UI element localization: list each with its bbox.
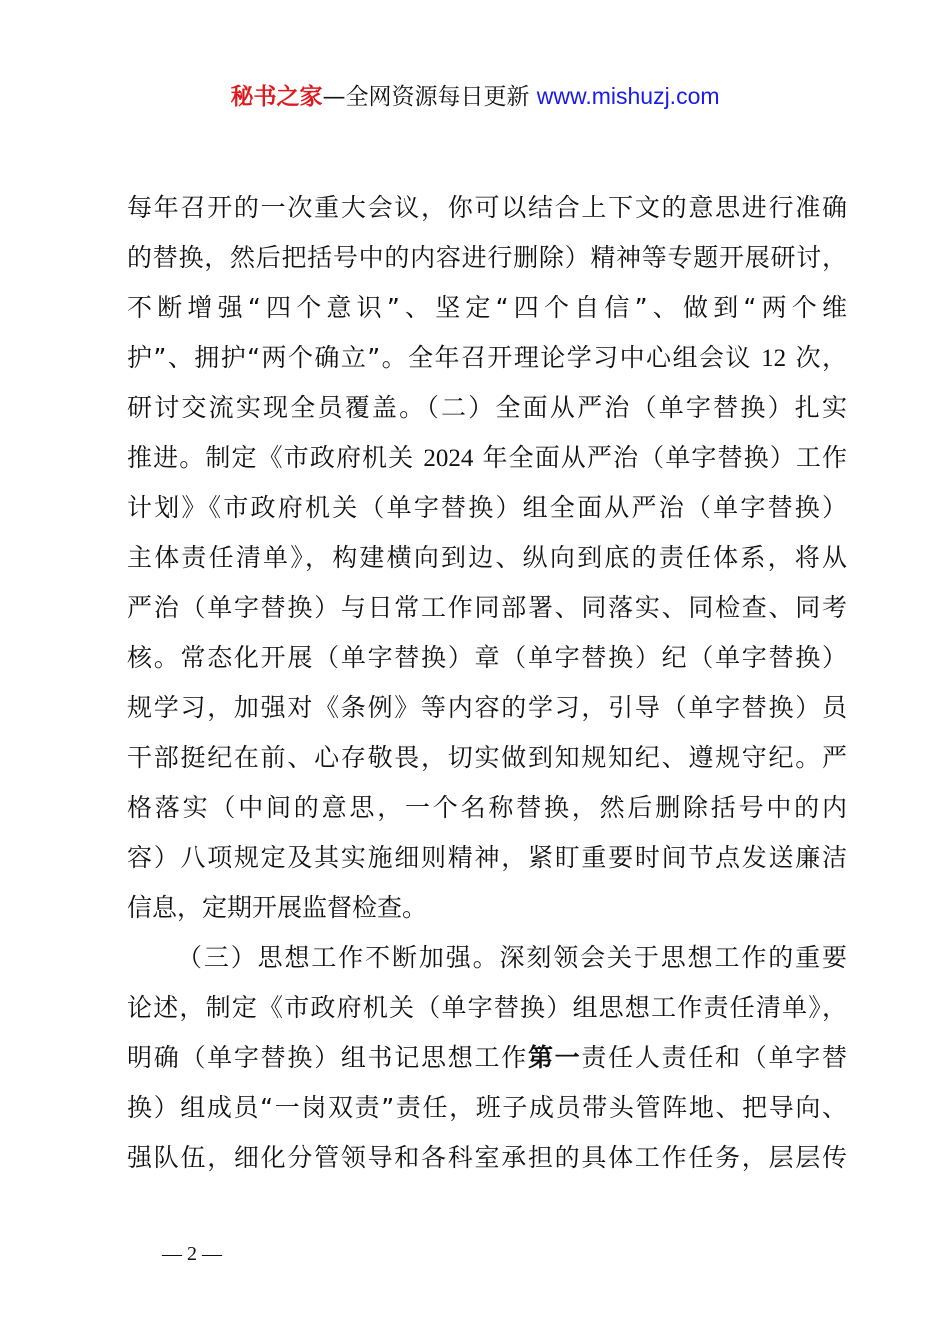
body-line: 不断增强“四个意识”、坚定“四个自信”、做到“两个维 (127, 293, 847, 322)
meeting-count: 12 (761, 345, 787, 372)
body-line (127, 333, 847, 383)
year-number: 2024 (423, 445, 474, 472)
body-line: 核。常态化开展（单字替换）章（单字替换）纪（单字替换） (127, 643, 847, 672)
body-line: 换）组成员“一岗双责”责任，班子成员带头管阵地、把导向、 (127, 1093, 847, 1122)
page-number: — 2 — (162, 1243, 222, 1265)
body-line (127, 433, 847, 483)
body-line: 计划》《市政府机关（单字替换）组全面从严治（单字替换） (127, 493, 847, 522)
body-line: 规学习，加强对《条例》等内容的学习，引导（单字替换）员 (127, 693, 847, 722)
body-line: 格落实（中间的意思，一个名称替换，然后删除括号中的内 (127, 793, 847, 822)
body-text-run: 责任人责任和（单字替 (581, 1043, 847, 1072)
body-line: 严治（单字替换）与日常工作同部署、同落实、同检查、同考 (127, 593, 847, 622)
body-text-run: 年全面从严治（单字替换）工作 (482, 443, 847, 472)
section-heading-line: （三）思想工作不断加强。深刻领会关于思想工作的重要 (177, 943, 847, 972)
body-text-run: 推进。制定《市政府机关 (127, 443, 415, 472)
body-line: 容）八项规定及其实施细则精神，紧盯重要时间节点发送廉洁 (127, 843, 847, 872)
body-text-run: 次， (795, 343, 847, 372)
body-line: 每年召开的一次重大会议，你可以结合上下文的意思进行准确 (127, 193, 847, 222)
body-line: 论述，制定《市政府机关（单字替换）组思想工作责任清单》， (127, 993, 847, 1022)
body-line: 强队伍，细化分管领导和各科室承担的具体工作任务，层层传 (127, 1143, 847, 1172)
body-line: 干部挺纪在前、心存敬畏，切实做到知规知纪、遵规守纪。严 (127, 743, 847, 772)
body-line (127, 1033, 847, 1083)
site-header (0, 80, 950, 113)
body-text-run: 护”、拥护“两个确立”。全年召开理论学习中心组会议 (127, 343, 752, 372)
body-line: 研讨交流实现全员覆盖。（二）全面从严治（单字替换）扎实 (127, 393, 847, 422)
body-line: 主体责任清单》，构建横向到边、纵向到底的责任体系，将从 (127, 543, 847, 572)
body-text-run: 明确（单字替换）组书记思想工作 (127, 1043, 528, 1072)
brand-name: 秘书之家 (230, 84, 323, 110)
body-line: 信息，定期开展监督检查。 (127, 893, 428, 922)
emphasis-text: 第一 (527, 1043, 582, 1072)
body-line: 的替换，然后把括号中的内容进行删除）精神等专题开展研讨， (127, 243, 847, 272)
header-tagline: —全网资源每日更新 (322, 84, 530, 110)
document-body (127, 183, 847, 1183)
site-url-link[interactable]: www.mishuzj.com (536, 83, 720, 109)
